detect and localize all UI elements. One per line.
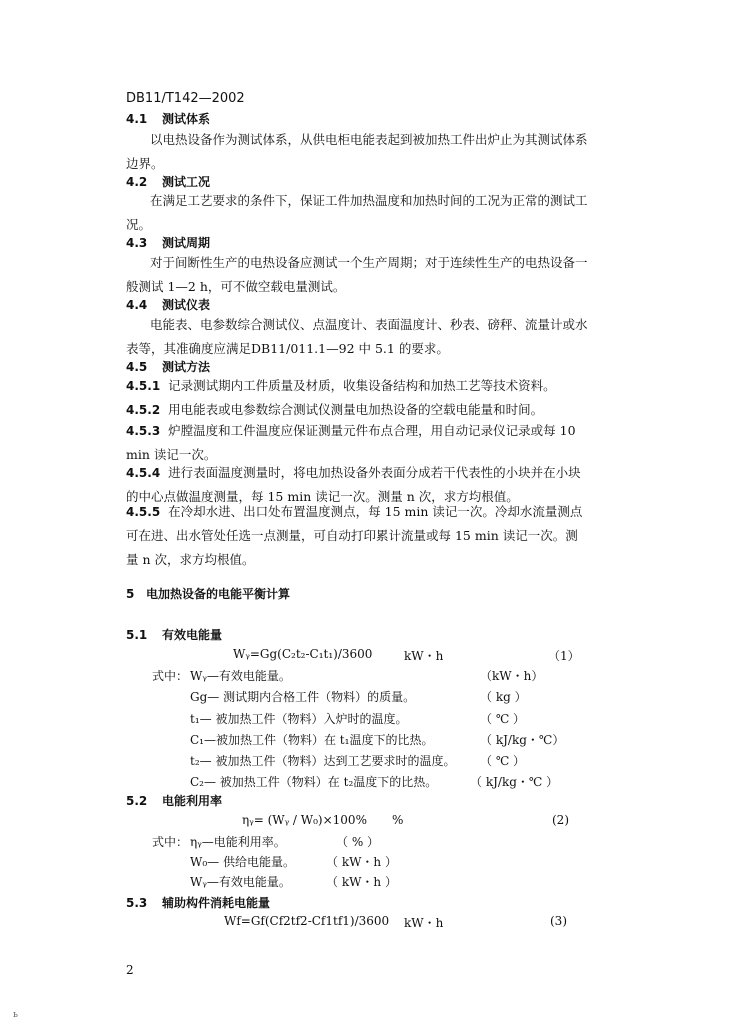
method-item: [126, 419, 588, 467]
equation-2-formula: ηᵧ= (Wᵧ / W₀)×100%: [242, 813, 367, 827]
equation-1-def: Wᵧ—有效电能量。: [190, 669, 291, 683]
item-number: 4.5.3: [126, 424, 161, 438]
item-text: 记录测试期内工件质量及材质，收集设备结构和加热工艺等技术资料。: [168, 378, 556, 393]
equation-2-where: 式中：: [152, 835, 189, 849]
section-number: 5.3: [126, 896, 148, 910]
equation-1-def: t₁— 被加热工件（物料）入炉时的温度。: [190, 712, 408, 726]
section-title: 辅助构件消耗电能量: [162, 896, 271, 910]
equation-1-def-unit: （ kJ/kg・℃ ）: [470, 775, 559, 789]
item-number: 4.5.5: [126, 505, 161, 519]
equation-1-def-unit: （ kg ）: [480, 690, 527, 704]
section-4-2-body: 在满足工艺要求的条件下，保证工件加热温度和加热时间的工况为正常的测试工况。: [126, 193, 588, 232]
section-5-3-heading: [126, 894, 270, 911]
section-5-1-heading: [126, 626, 222, 643]
section-title: 电能利用率: [162, 794, 223, 808]
equation-1-def-unit: （ ℃ ）: [480, 754, 526, 768]
section-4-4-body: 电能表、电参数综合测试仪、点温度计、表面温度计、秒表、磅秤、流量计或水表等，其准确度应满足DB11/011.1—92 中 5.1 的要求。: [126, 317, 588, 356]
equation-2-number: (2): [552, 813, 569, 827]
item-text: 在冷却水进、出口处布置温度测点，每 15 min 读记一次。冷却水流量测点可在进、出水管处任选一点测量，可自动打印累计流量或每 15 min 读记一次。测量 n 次，求方均根值。: [126, 504, 583, 567]
equation-2-def: Wᵧ—有效电能量。: [190, 875, 291, 889]
section-number: 4.4: [126, 298, 148, 312]
equation-1-def: C₁—被加热工件（物料）在 t₁温度下的比热。: [190, 733, 434, 747]
section-number: 5.1: [126, 628, 148, 642]
chapter-number: 5: [126, 587, 135, 601]
section-5-2-heading: [126, 792, 222, 809]
equation-1-def-unit: （ ℃ ）: [480, 712, 526, 726]
section-title: 测试体系: [162, 112, 211, 126]
scan-mark: ь: [13, 1010, 18, 1020]
item-number: 4.5.1: [126, 379, 161, 393]
equation-1-def-unit: （kW・h）: [480, 669, 544, 683]
section-title: 测试周期: [162, 236, 211, 250]
section-number: 4.5: [126, 360, 148, 374]
section-number: 5.2: [126, 794, 148, 808]
section-number: 4.1: [126, 112, 148, 126]
section-4-2-heading: [126, 173, 210, 190]
equation-3-unit: kW・h: [404, 916, 444, 930]
section-4-1-body: 以电热设备作为测试体系，从供电柜电能表起到被加热工件出炉止为其测试体系边界。: [126, 132, 588, 171]
section-title: 测试工况: [162, 175, 211, 189]
equation-3-number: (3): [550, 914, 567, 928]
equation-1-formula: Wᵧ=Gg(C₂t₂-C₁t₁)/3600: [233, 647, 373, 661]
section-4-1-heading: [126, 110, 210, 127]
chapter-title: 电加热设备的电能平衡计算: [146, 587, 291, 601]
equation-1-number: （1）: [548, 649, 580, 663]
equation-2-def-unit: （ % ）: [336, 835, 380, 849]
section-title: 测试方法: [162, 360, 211, 374]
section-title: 有效电能量: [162, 628, 223, 642]
equation-1-def: Gg— 测试期内合格工件（物料）的质量。: [190, 690, 416, 704]
item-number: 4.5.4: [126, 466, 161, 480]
equation-2-def: W₀— 供给电能量。: [190, 855, 295, 869]
equation-2-def: ηᵧ—电能利用率。: [190, 835, 286, 849]
section-4-3-body: 对于间断性生产的电热设备应测试一个生产周期；对于连续性生产的电热设备一般测试 1—2 h，可不做空载电量测试。: [126, 255, 588, 294]
section-4-5-heading: [126, 358, 210, 375]
page-number: 2: [126, 963, 134, 977]
item-number: 4.5.2: [126, 403, 161, 417]
equation-1-def: C₂— 被加热工件（物料）在 t₂温度下的比热。: [190, 775, 438, 789]
equation-3-formula: Wf=Gf(Cf2tf2-Cf1tf1)/3600: [224, 914, 390, 928]
item-text: 进行表面温度测量时，将电加热设备外表面分成若干代表性的小块并在小块的中心点做温度测量，每 15 min 读记一次。测量 n 次，求方均根值。: [126, 465, 581, 504]
chapter-5-heading: [126, 585, 290, 602]
method-item: [126, 374, 588, 398]
section-title: 测试仪表: [162, 298, 211, 312]
section-4-4-heading: [126, 296, 210, 313]
equation-1-def-unit: （ kJ/kg・℃）: [480, 733, 565, 747]
item-text: 用电能表或电参数综合测试仪测量电加热设备的空载电能量和时间。: [168, 402, 544, 417]
equation-2-def-unit: （ kW・h ）: [326, 875, 397, 889]
section-4-3-heading: [126, 234, 210, 251]
section-number: 4.3: [126, 236, 148, 250]
section-number: 4.2: [126, 175, 148, 189]
method-item: [126, 500, 588, 572]
equation-1-where: 式中：: [152, 669, 189, 683]
item-text: 炉膛温度和工件温度应保证测量元件布点合理，用自动记录仪记录或每 10 min 读记一次。: [126, 423, 576, 462]
document-header: DB11/T142—2002: [126, 91, 245, 106]
equation-1-unit: kW・h: [404, 649, 444, 663]
equation-2-unit: %: [392, 813, 404, 827]
equation-1-def: t₂— 被加热工件（物料）达到工艺要求时的温度。: [190, 754, 456, 768]
equation-2-def-unit: （ kW・h ）: [326, 855, 397, 869]
